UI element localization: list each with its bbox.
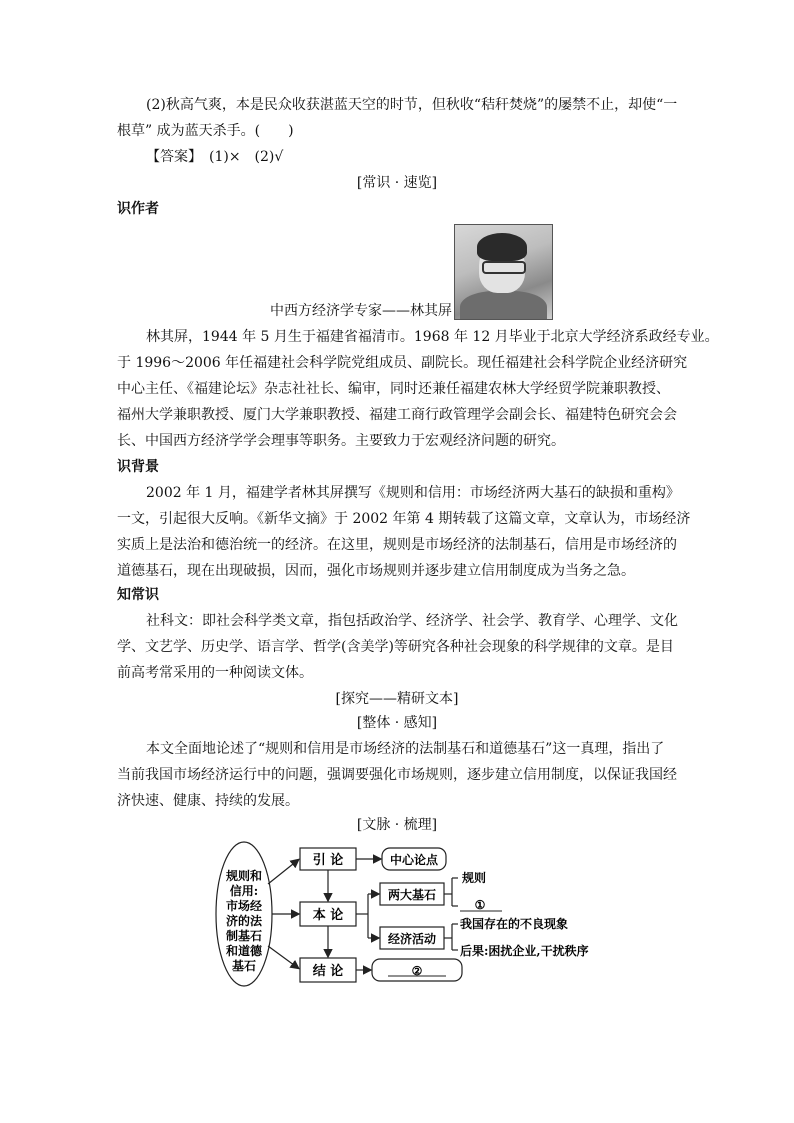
question-2-line-2: 根草” 成为蓝天杀手。( ) bbox=[117, 123, 294, 139]
conclusion-label: 结 论 bbox=[312, 964, 344, 979]
econ-activity-label: 经济活动 bbox=[387, 932, 437, 946]
background-paragraph-line: 一文，引起很大反响。《新华文摘》于 2002 年第 4 期转载了这篇文章，文章认为，市场经济 bbox=[117, 511, 691, 527]
section-structure-title: [文脉 · 梳理] bbox=[356, 817, 438, 833]
title-line: 规则和 bbox=[225, 869, 263, 883]
blank-1: ① bbox=[474, 898, 486, 912]
structure-diagram bbox=[212, 838, 612, 990]
overall-paragraph-line: 济快速、健康、持续的发展。 bbox=[117, 793, 299, 809]
author-paragraph-line: 福州大学兼职教授、厦门大学兼职教授、福建工商行政管理学会副会长、福建特色研究会会 bbox=[117, 407, 677, 423]
photo-caption: 中西方经济学专家——林其屏 bbox=[270, 303, 452, 319]
overall-paragraph-line: 当前我国市场经济运行中的问题，强调要强化市场规则，逐步建立信用制度，以保证我国经 bbox=[117, 767, 677, 783]
heading-knowledge: 知常识 bbox=[117, 587, 159, 603]
author-paragraph-line: 于 1996～2006 年任福建社会科学院党组成员、副院长。现任福建社会科学院企业经济研究 bbox=[117, 355, 688, 371]
intro-label: 引 论 bbox=[312, 853, 344, 868]
blank-2: ② bbox=[411, 964, 423, 978]
section-overall-title: [整体 · 感知] bbox=[356, 715, 438, 731]
title-line: 市场经 bbox=[225, 899, 263, 913]
knowledge-paragraph-line: 社科文：即社会科学类文章，指包括政治学、经济学、社会学、教育学、心理学、文化 bbox=[146, 613, 678, 629]
knowledge-paragraph-line: 前高考常采用的一种阅读文体。 bbox=[117, 665, 313, 681]
author-paragraph-line: 中心主任、《福建论坛》杂志社社长、编审，同时还兼任福建农林大学经贸学院兼职教授、 bbox=[117, 381, 670, 397]
section-explore-title: [探究——精研文本] bbox=[335, 691, 459, 707]
background-paragraph-line: 道德基石，现在出现破损，因而，强化市场规则并逐步建立信用制度成为当务之急。 bbox=[117, 563, 635, 579]
title-line: 济的法 bbox=[225, 914, 263, 928]
author-photo bbox=[454, 224, 553, 320]
overall-paragraph-line: 本文全面地论述了“规则和信用是市场经济的法制基石和道德基石”这一真理，指出了 bbox=[146, 741, 665, 757]
title-line: 制基石 bbox=[225, 929, 263, 943]
title-line: 基石 bbox=[231, 959, 257, 973]
question-2-line-1: (2)秋高气爽，本是民众收获湛蓝天空的时节，但秋收“秸秆焚烧”的屡禁不止，却使“一 bbox=[146, 97, 678, 113]
two-foundations-label: 两大基石 bbox=[387, 888, 437, 902]
knowledge-paragraph-line: 学、文艺学、历史学、语言学、哲学(含美学)等研究各种社会现象的科学规律的文章。是目 bbox=[117, 639, 674, 655]
title-line: 信用: bbox=[229, 884, 259, 898]
author-paragraph-line: 林其屏，1944 年 5 月生于福建省福清市。1968 年 12 月毕业于北京大学经济系政经专业。 bbox=[146, 329, 719, 345]
body-label: 本 论 bbox=[312, 908, 344, 923]
rules-label: 规则 bbox=[462, 871, 487, 885]
section-common-title: [常识 · 速览] bbox=[356, 175, 438, 191]
heading-background: 识背景 bbox=[117, 459, 159, 475]
answer-line: 【答案】 (1)× (2)√ bbox=[146, 149, 284, 165]
background-paragraph-line: 2002 年 1 月，福建学者林其屏撰写《规则和信用：市场经济两大基石的缺损和重构》 bbox=[146, 485, 680, 501]
consequence-label: 后果:困扰企业,干扰秩序 bbox=[460, 944, 589, 958]
center-point-label: 中心论点 bbox=[389, 853, 439, 867]
title-line: 和道德 bbox=[225, 944, 263, 958]
heading-author: 识作者 bbox=[117, 201, 159, 217]
author-paragraph-line: 长、中国西方经济学学会理事等职务。主要致力于宏观经济问题的研究。 bbox=[117, 433, 565, 449]
background-paragraph-line: 实质上是法治和德治统一的经济。在这里，规则是市场经济的法制基石，信用是市场经济的 bbox=[117, 537, 677, 553]
bad-phenomena-label: 我国存在的不良现象 bbox=[460, 917, 569, 931]
